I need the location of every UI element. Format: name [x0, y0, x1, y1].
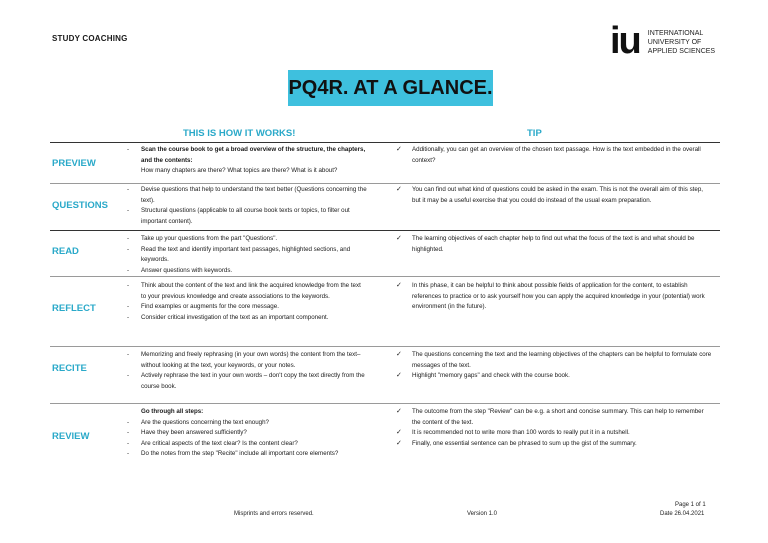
- logo-line: INTERNATIONAL: [647, 30, 704, 37]
- list-item: - Read the text and identify important text passages, highlighted sections, and keywords.: [127, 245, 367, 266]
- how-cell-preview: [127, 145, 367, 177]
- step-questions: QUESTIONS: [52, 200, 108, 211]
- divider: [50, 403, 720, 404]
- divider: [50, 183, 720, 184]
- how-cell-review: [127, 407, 367, 460]
- list-item: - Consider critical investigation of the text as an important component.: [127, 313, 367, 324]
- logo-text: [648, 29, 715, 56]
- logo-line: UNIVERSITY OF: [647, 39, 702, 46]
- footer-date: Date 26.04.2021: [660, 511, 705, 517]
- how-cell-read: [127, 234, 367, 276]
- list-item: ✓ The questions concerning the text and the learning objectives of the chapters can be helpful to formulate core messages of the text.: [398, 350, 712, 371]
- footer-misprints: Misprints and errors reserved.: [234, 511, 314, 517]
- column-header-tip: TIP: [527, 128, 542, 139]
- how-cell-questions: [127, 185, 367, 227]
- list-item: ✓ Additionally, you can get an overview of the chosen text passage. How is the text embedded in the overall context?: [398, 145, 712, 166]
- tip-cell-reflect: [398, 281, 712, 313]
- logo-mark: iu: [610, 20, 640, 62]
- iu-logo: [610, 20, 716, 62]
- divider: [50, 230, 720, 231]
- list-item: - Actively rephrase the text in your own words – don't copy the text directly from the course book.: [127, 371, 367, 392]
- column-header-how: THIS IS HOW IT WORKS!: [183, 128, 296, 139]
- list-item: ✓ The learning objectives of each chapter help to find out what the focus of the text is and what should be highlighted.: [398, 234, 712, 255]
- list-item: - Do the notes from the step "Recite" include all important core elements?: [127, 449, 367, 460]
- list-item: - Devise questions that help to understand the text better (Questions concerning the text).: [127, 185, 367, 206]
- list-item: ✓ It is recommended not to write more than 100 words to really put it in a nutshell.: [398, 428, 712, 439]
- header-label: STUDY COACHING: [52, 34, 128, 43]
- list-item: - Have they been answered sufficiently?: [127, 428, 367, 439]
- tip-cell-read: [398, 234, 712, 255]
- list-item: ✓ In this phase, it can be helpful to think about possible fields of application for the content, to establish references to practice or to ask yourself how you can apply the acquired knowledge in your (potential) work environment (in the future).: [398, 281, 712, 313]
- review-intro: Go through all steps:: [141, 408, 204, 415]
- list-item: ✓ The outcome from the step "Review" can be e.g. a short and concise summary. This can help to remember the content of the text.: [398, 407, 712, 428]
- list-item: ✓ Finally, one essential sentence can be phrased to sum up the gist of the summary.: [398, 439, 712, 450]
- tip-cell-preview: [398, 145, 712, 166]
- step-recite: RECITE: [52, 363, 87, 374]
- footer-version: Version 1.0: [467, 511, 498, 517]
- step-reflect: REFLECT: [52, 303, 96, 314]
- list-item: - Are critical aspects of the text clear? Is the content clear?: [127, 439, 367, 450]
- tip-cell-review: [398, 407, 712, 449]
- divider: [50, 142, 720, 143]
- step-review: REVIEW: [52, 431, 90, 442]
- list-item: ✓ Highlight "memory gaps" and check with the course book.: [398, 371, 712, 382]
- how-cell-recite: [127, 350, 367, 392]
- list-item: - Are the questions concerning the text enough?: [127, 418, 367, 429]
- tip-cell-recite: [398, 350, 712, 382]
- list-item: ✓ You can find out what kind of questions could be asked in the exam. This is not the overall aim of this step, but it may be a useful exercise that you could do instead of the usual exam preparation.: [398, 185, 712, 206]
- divider: [50, 276, 720, 277]
- list-item: - Think about the content of the text and link the acquired knowledge from the text to your previous knowledge and create associations to the keywords.: [127, 281, 367, 302]
- list-item: - Answer questions with keywords.: [127, 266, 367, 277]
- tip-cell-questions: [398, 185, 712, 206]
- list-item: - Find examples or augments for the core message.: [127, 302, 367, 313]
- list-item: - Memorizing and freely rephrasing (in your own words) the content from the text– without looking at the text, your keywords, or your notes.: [127, 350, 367, 371]
- step-read: READ: [52, 246, 79, 257]
- footer-page: Page 1 of 1: [675, 502, 706, 508]
- page-title: PQ4R. AT A GLANCE.: [288, 70, 493, 106]
- list-item: - Take up your questions from the part "Questions".: [127, 234, 367, 245]
- how-cell-reflect: [127, 281, 367, 323]
- list-item: How many chapters are there? What topics are there? What is it about?: [141, 167, 338, 174]
- logo-line: APPLIED SCIENCES: [647, 48, 716, 55]
- list-item: - Structural questions (applicable to all course book texts or topics, to filter out important content).: [127, 206, 367, 227]
- step-preview: PREVIEW: [52, 158, 96, 169]
- list-item: - Scan the course book to get a broad overview of the structure, the chapters, and the contents:: [127, 145, 367, 166]
- divider: [50, 346, 720, 347]
